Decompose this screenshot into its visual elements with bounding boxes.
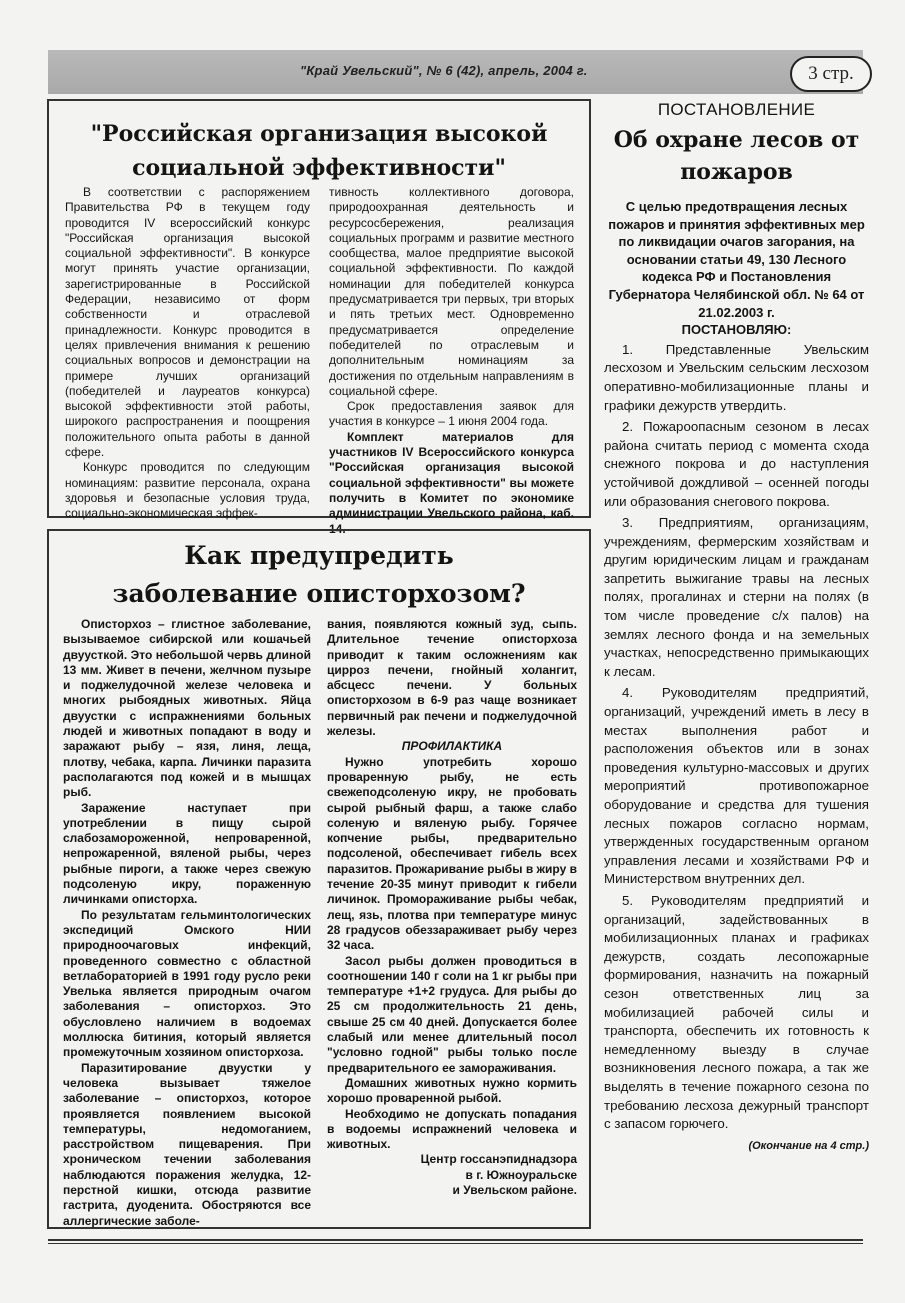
decree-title: Об охране лесов от пожаров bbox=[613, 127, 860, 185]
paragraph: Срок предоставления заявок для участия в конкурсе – 1 июня 2004 года. bbox=[329, 399, 574, 429]
issue-line: "Край Увельский", № 6 (42), апрель, 2004 г. bbox=[300, 63, 588, 78]
paragraph: Засол рыбы должен проводиться в соотношении 140 г соли на 1 кг рыбы при температуре +1+2 грудуса. Для рыбы до 25 см продолжительность 21 день, свыше 25 см 40 дней. Допускается более слабый или менее длительный посол "условно годной" рыбы только после предварительного ее замораживания. bbox=[327, 953, 577, 1075]
decree-item: 1. Представленные Увельским лесхозом и Увельским сельским лесхозом оперативно-мобилизационные планы и графики дежурств утвердить. bbox=[604, 341, 869, 413]
article1-col1 bbox=[65, 185, 310, 522]
article1-title: "Российская организация высокой социальной эффективности" bbox=[90, 121, 548, 181]
paragraph: Конкурс проводится по следующим номинациям: развитие персонала, охрана здоровья и безопасные условия труда, социально-экономическая эффек- bbox=[65, 460, 310, 521]
decree-item: 4. Руководителям предприятий, организаций, учреждений иметь в лесу в местах выполнения работ и расположения объектов или в зонах проведения культурно-массовых и других мероприятий противопожарное оборудование и средства для тушения лесных пожаров согласно нормам, утвержденных государственным органом управления лесами и хозяйствами РФ и Министерством внутренних дел. bbox=[604, 685, 869, 887]
paragraph: Необходимо не допускать попадания в водоемы испражнений человека и животных. bbox=[327, 1106, 577, 1152]
signature-line: в г. Южноуральске bbox=[465, 1167, 577, 1182]
decree-items bbox=[604, 341, 869, 1134]
paragraph: Паразитирование двуустки у человека вызывает тяжелое заболевание – описторхоз, которое проявляется появлением высокой температуры, недомоганием, расстройством пищеварения. При хроническом течении заболевания наблюдаются поражения желудка, 12-перстной кишки, отсюда развитие гастрита, дуоденита. Обостряются все аллергические заболе- bbox=[63, 1060, 311, 1228]
paragraph: Нужно употребить хорошо проваренную рыбу, не есть свежеподсоленую икру, не пробовать сырой рыбный фарш, а также слабо соленую и вяленую рыбу. Горячее копчение рыбы, предварительно подсоленой, обеспечивает гибель всех паразитов. Прожаривание рыбы в жиру в течение 20-35 минут приводит к гибели личинок. Промораживание рыбы чебак, лещ, язь, плотва при температуре минус 28 градусов обеззараживает рыбу через 32 часа. bbox=[327, 754, 577, 953]
paragraph: Заражение наступает при употреблении в пищу сырой слабозамороженной, непроваренной, непрожаренной, вяленой рыбы, через рыбные пироги, а также через свежую подсоленую икру, пораженную личинками описторха. bbox=[63, 800, 311, 907]
signature-line: и Увельском районе. bbox=[452, 1182, 577, 1197]
decree-item: 2. Пожароопасным сезоном в лесах района считать период с момента схода снежного покрова и до наступления устойчивой дождливой – осенней погоды или образования снегового покрова. bbox=[604, 419, 869, 509]
page-number: 3 стр. bbox=[790, 56, 872, 92]
article-opisthorchiasis bbox=[47, 529, 591, 1229]
continued-note: (Окончание на 4 стр.) bbox=[748, 1139, 869, 1152]
paragraph: Домашних животных нужно кормить хорошо проваренной рыбой. bbox=[327, 1075, 577, 1106]
paragraph: По результатам гельминтологических экспедиций Омского НИИ природноочаговых инфекций, проведенного совместно с областной ветлабораторией в 1991 году русло реки Увелька является природным очагом заболевания – описторхоз. Это обусловлено наличием в водоемах моллюска битиния, который является промежуточным хозяином описторхоза. bbox=[63, 907, 311, 1060]
signature-line: Центр госсанэпиднадзора bbox=[420, 1152, 577, 1167]
article-social-efficiency bbox=[47, 99, 591, 536]
paragraph: Описторхоз – глистное заболевание, вызываемое сибирской или кошачьей двуусткой. Это небольшой червь длиной 13 мм. Живет в печени, желчном пузыре и поджелудочной железе человека и многих рыбоядных животных. Яйца двуустки с испражнениями больных людей и животных попадают в воду и заражают рыбу – язя, линя, леща, плотву, чебака, карпа. Личинки паразита располагаются под кожей и в мышцах рыб. bbox=[63, 617, 311, 800]
article2-col2 bbox=[327, 617, 577, 1198]
decree-item: 3. Предприятиям, организациям, учреждениям, фермерским хозяйствам и другим юридическим лицам и гражданам запретить выжигание травы на лесных полях, прогалинах и стерни на полях (в том числе проведение с/х палов) на землях лесного фонда и на земельных участках, непосредственно примыкающих к лесам. bbox=[604, 515, 869, 679]
decree-resolve: ПОСТАНОВЛЯЮ: bbox=[681, 322, 792, 338]
prevention-heading: ПРОФИЛАКТИКА bbox=[401, 739, 503, 754]
decree-column bbox=[604, 100, 869, 1152]
article2-title: Как предупредить заболевание описторхозом? bbox=[112, 541, 526, 608]
paragraph: В соответствии с распоряжением Правительства РФ в текущем году проводится IV всероссийский конкурс "Российская организация высокой социальной эффективности". В конкурсе могут принять участие организации, зарегистрированные в Российской Федерации, независимо от форм собственности и отраслевой принадлежности. Конкурс проводится в целях привлечения внимания к решению социальных вопросов и демонстрации на примере лучших организаций (победителей и лауреатов конкурса) высокой эффективности этой работы, широкого распространения и поощрения положительного опыта работы в данной сфере. bbox=[65, 185, 310, 460]
paragraph: тивность коллективного договора, природоохранная деятельность и ресурсосбережения, реализация социальных программ и развитие местного сообщества, малое предприятие высокой социальной эффективности. По каждой номинации для победителей конкурса предусматривается три первых, три вторых и пять третьих мест. Одновременно предусматривается определение победителей по отраслевым и дополнительным номинациям за достижения по отдельным направлениям в социальной сфере. bbox=[329, 185, 574, 398]
paragraph: вания, появляются кожный зуд, сыпь. Длительное течение описторхоза приводит к таким осложнениям как цирроз печени, гнойный холангит, абсцесс печени. У больных описторхозом в 6-9 раз чаще возникает первичный рак печени и поджелудочной железы. bbox=[327, 617, 577, 739]
decree-item: 5. Руководителям предприятий и организаций, задействованных в мобилизационных планах и графиках дежурств, создать лесопожарные формирования, назначить на пожарный сезон ответственных лиц за мобилизацией рабочей силы и транспорта, обеспечить их готовность к немедленному выезду в случае возникновения лесного пожара, а так же выделять в течение пожарного сезона по требованию лесхоза дежурный транспорт с запасом горючего. bbox=[604, 892, 869, 1132]
article2-col1 bbox=[63, 617, 311, 1229]
footer-rule bbox=[48, 1239, 863, 1244]
decree-intro: С целью предотвращения лесных пожаров и принятия эффективных мер по ликвидации очагов загорания, на основании статьи 49, 130 Лесного кодекса РФ и Постановления Губернатора Челябинской обл. № 64 от 21.02.2003 г. bbox=[608, 199, 865, 320]
decree-label: ПОСТАНОВЛЕНИЕ bbox=[657, 100, 816, 119]
contest-note: Комплект материалов для участников IV Всероссийского конкурса "Российская организация высокой социальной эффективности" вы можете получить в Комитет по экономике администрации Увельского района, каб. 14. bbox=[329, 429, 574, 536]
article1-col2 bbox=[329, 185, 574, 537]
